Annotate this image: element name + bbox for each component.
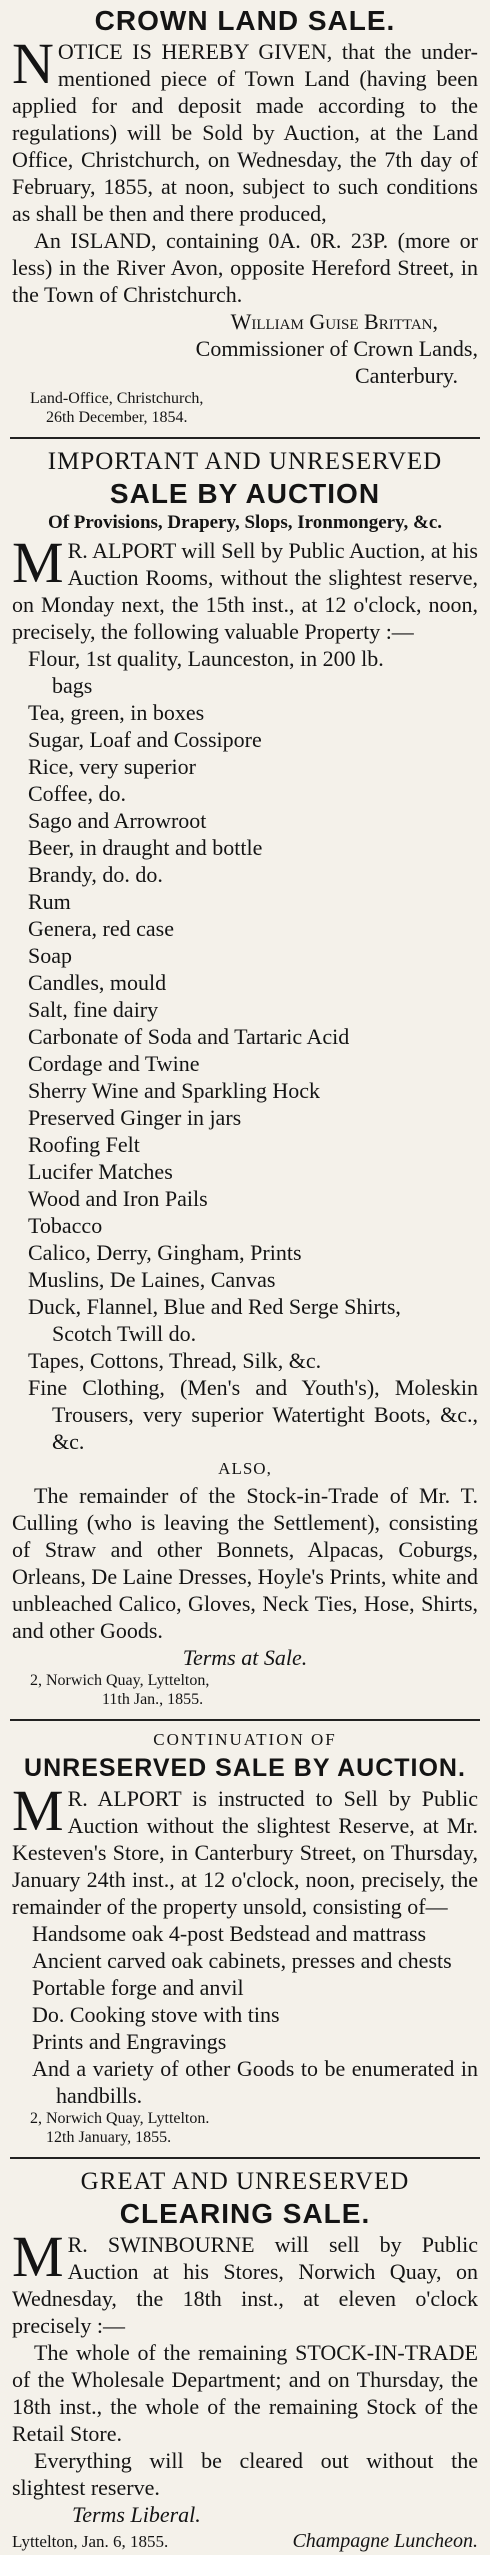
list-item: Brandy, do. do. bbox=[28, 862, 163, 887]
list-item: Calico, Derry, Gingham, Prints bbox=[28, 1240, 302, 1265]
ad-heading-line2: UNRESERVED SALE BY AUCTION. bbox=[24, 1754, 466, 1782]
swinbourne-clearing-sale-ad bbox=[10, 2167, 480, 2555]
list-item: And a variety of other Goods to be enumerated in handbills. bbox=[32, 2056, 478, 2108]
dateline: Lyttelton, Jan. 6, 1855. bbox=[12, 2532, 169, 2551]
dateline-place: Land-Office, Christchurch, bbox=[30, 390, 204, 407]
list-item: Sugar, Loaf and Cossipore bbox=[28, 727, 262, 752]
clearance-note: Everything will be cleared out without the slightest reserve. bbox=[12, 2448, 478, 2500]
notice-text: that the under-mentioned piece of Town Land (having been applied for and deposit made according to the regulations) will be Sold by Auction, at the Land Office, Christchurch, on Wednesday, the 7th day of February, 1855, at noon, subject to such conditions as shall be then and there produced, bbox=[12, 39, 479, 226]
divider bbox=[10, 2157, 480, 2159]
item-list bbox=[12, 1920, 478, 2109]
notice-lead: OTICE IS HEREBY GIVEN, bbox=[57, 39, 333, 64]
list-item: Ancient carved oak cabinets, presses and chests bbox=[32, 1948, 452, 1973]
notice-body bbox=[12, 31, 479, 227]
list-item: Handsome oak 4-post Bedstead and mattrass bbox=[32, 1921, 427, 1946]
list-item: Sago and Arrowroot bbox=[28, 808, 207, 833]
signatory: William Guise Brittan, bbox=[230, 309, 438, 334]
terms: Terms at Sale. bbox=[182, 1645, 308, 1670]
ad-heading-line1: IMPORTANT AND UNRESERVED bbox=[47, 448, 443, 475]
list-item: Coffee, do. bbox=[28, 781, 126, 806]
remainder-text: The remainder of the Stock-in-Trade of Mr. T. Culling (who is leaving the Settlement), consisting of Straw and other Bonnets, Alpacas, Coburgs, Orleans, De Laine Dresses, Hoyle's Prints, white and unbleached Calico, Gloves, Neck Ties, Hose, Shirts, and other Goods. bbox=[12, 1483, 478, 1643]
list-item: Tapes, Cottons, Thread, Silk, &c. bbox=[28, 1348, 322, 1373]
list-item: Candles, mould bbox=[28, 970, 167, 995]
list-item: Muslins, De Laines, Canvas bbox=[28, 1267, 276, 1292]
luncheon-note: Champagne Luncheon. bbox=[292, 2530, 478, 2552]
divider bbox=[10, 437, 480, 439]
auction-intro bbox=[12, 1778, 478, 1920]
list-item: Preserved Ginger in jars bbox=[28, 1105, 242, 1130]
item-list bbox=[12, 645, 478, 1455]
list-item: Portable forge and anvil bbox=[32, 1975, 244, 2000]
intro-text: R. ALPORT is instructed to Sell by Public Auction without the slightest Reserve, at Mr. Kesteven's Store, in Canterbury Street, on Thursday, January 24th inst., at 12 o'clock, noon, precisely, the remainder of the property unsold, consisting of— bbox=[12, 1786, 478, 1919]
drop-cap: N bbox=[12, 31, 54, 96]
list-item: Flour, 1st quality, Launceston, in 200 lb. bbox=[28, 646, 384, 671]
crown-land-sale-notice bbox=[10, 4, 480, 427]
list-item: Tobacco bbox=[28, 1213, 103, 1238]
lot-description: An ISLAND, containing 0A. 0R. 23P. (more or less) in the River Avon, opposite Hereford Street, in the Town of Christchurch. bbox=[12, 228, 478, 307]
dateline-date: 12th January, 1855. bbox=[46, 2129, 172, 2146]
dateline-place: 2, Norwich Quay, Lyttelton, bbox=[30, 1672, 210, 1689]
list-item: Fine Clothing, (Men's and Youth's), Moleskin Trousers, very superior Watertight Boots, &c., &c. bbox=[28, 1375, 478, 1454]
auction-intro bbox=[12, 530, 478, 645]
list-item: Scotch Twill do. bbox=[52, 1321, 197, 1346]
ad-heading: CROWN LAND SALE. bbox=[94, 5, 396, 36]
list-item: bags bbox=[52, 673, 93, 698]
divider bbox=[10, 1719, 480, 1721]
ad-subheading: Of Provisions, Drapery, Slops, Ironmongery, &c. bbox=[47, 512, 443, 533]
dateline-date: 11th Jan., 1855. bbox=[102, 1691, 204, 1708]
ad-footer bbox=[12, 2528, 478, 2555]
dateline-date: 26th December, 1854. bbox=[46, 409, 188, 426]
signatory-title: Commissioner of Crown Lands, bbox=[195, 336, 478, 361]
list-item: Prints and Engravings bbox=[32, 2029, 227, 2054]
list-item: Salt, fine dairy bbox=[28, 997, 159, 1022]
list-item: Cordage and Twine bbox=[28, 1051, 200, 1076]
list-item: Roofing Felt bbox=[28, 1132, 140, 1157]
alport-auction-ad bbox=[10, 447, 480, 1709]
list-item: Do. Cooking stove with tins bbox=[32, 2002, 280, 2027]
list-item: Lucifer Matches bbox=[28, 1159, 173, 1184]
stock-description: The whole of the remaining STOCK-IN-TRADE of the Wholesale Department; and on Thursday, the 18th inst., the whole of the remaining Stock of the Retail Store. bbox=[12, 2340, 478, 2446]
ad-heading-line2: SALE BY AUCTION bbox=[109, 478, 381, 509]
list-item: Duck, Flannel, Blue and Red Serge Shirts, bbox=[28, 1294, 401, 1319]
newspaper-page bbox=[10, 0, 480, 2555]
list-item: Genera, red case bbox=[28, 916, 174, 941]
list-item: Beer, in draught and bottle bbox=[28, 835, 263, 860]
list-item: Rice, very superior bbox=[28, 754, 196, 779]
list-item: Sherry Wine and Sparkling Hock bbox=[28, 1078, 320, 1103]
list-item: Wood and Iron Pails bbox=[28, 1186, 208, 1211]
drop-cap: M bbox=[12, 2224, 64, 2289]
also-label: ALSO, bbox=[218, 1459, 272, 1478]
drop-cap: M bbox=[12, 530, 64, 595]
list-item: Rum bbox=[28, 889, 71, 914]
ad-heading-line1: CONTINUATION OF bbox=[153, 1730, 337, 1749]
drop-cap: M bbox=[12, 1778, 64, 1843]
terms: Terms Liberal. bbox=[72, 2502, 201, 2527]
list-item: Tea, green, in boxes bbox=[28, 700, 205, 725]
auction-intro bbox=[12, 2224, 478, 2339]
ad-heading-line1: GREAT AND UNRESERVED bbox=[80, 2168, 410, 2195]
intro-text: R. SWINBOURNE will sell by Public Auction at his Stores, Norwich Quay, on Wednesday, the 18th inst., at eleven o'clock precisely :— bbox=[12, 2232, 478, 2338]
dateline-place: 2, Norwich Quay, Lyttelton. bbox=[30, 2110, 210, 2127]
list-item: Carbonate of Soda and Tartaric Acid bbox=[28, 1024, 350, 1049]
signatory-place: Canterbury. bbox=[354, 363, 458, 388]
ad-heading-line2: CLEARING SALE. bbox=[119, 2198, 371, 2229]
intro-text: R. ALPORT will Sell by Public Auction, at his Auction Rooms, without the slightest reserve, on Monday next, the 15th inst., at 12 o'clock, noon, precisely, the following valuable Property :— bbox=[12, 538, 478, 644]
alport-continuation-ad bbox=[10, 1729, 480, 2147]
list-item: Soap bbox=[28, 943, 72, 968]
